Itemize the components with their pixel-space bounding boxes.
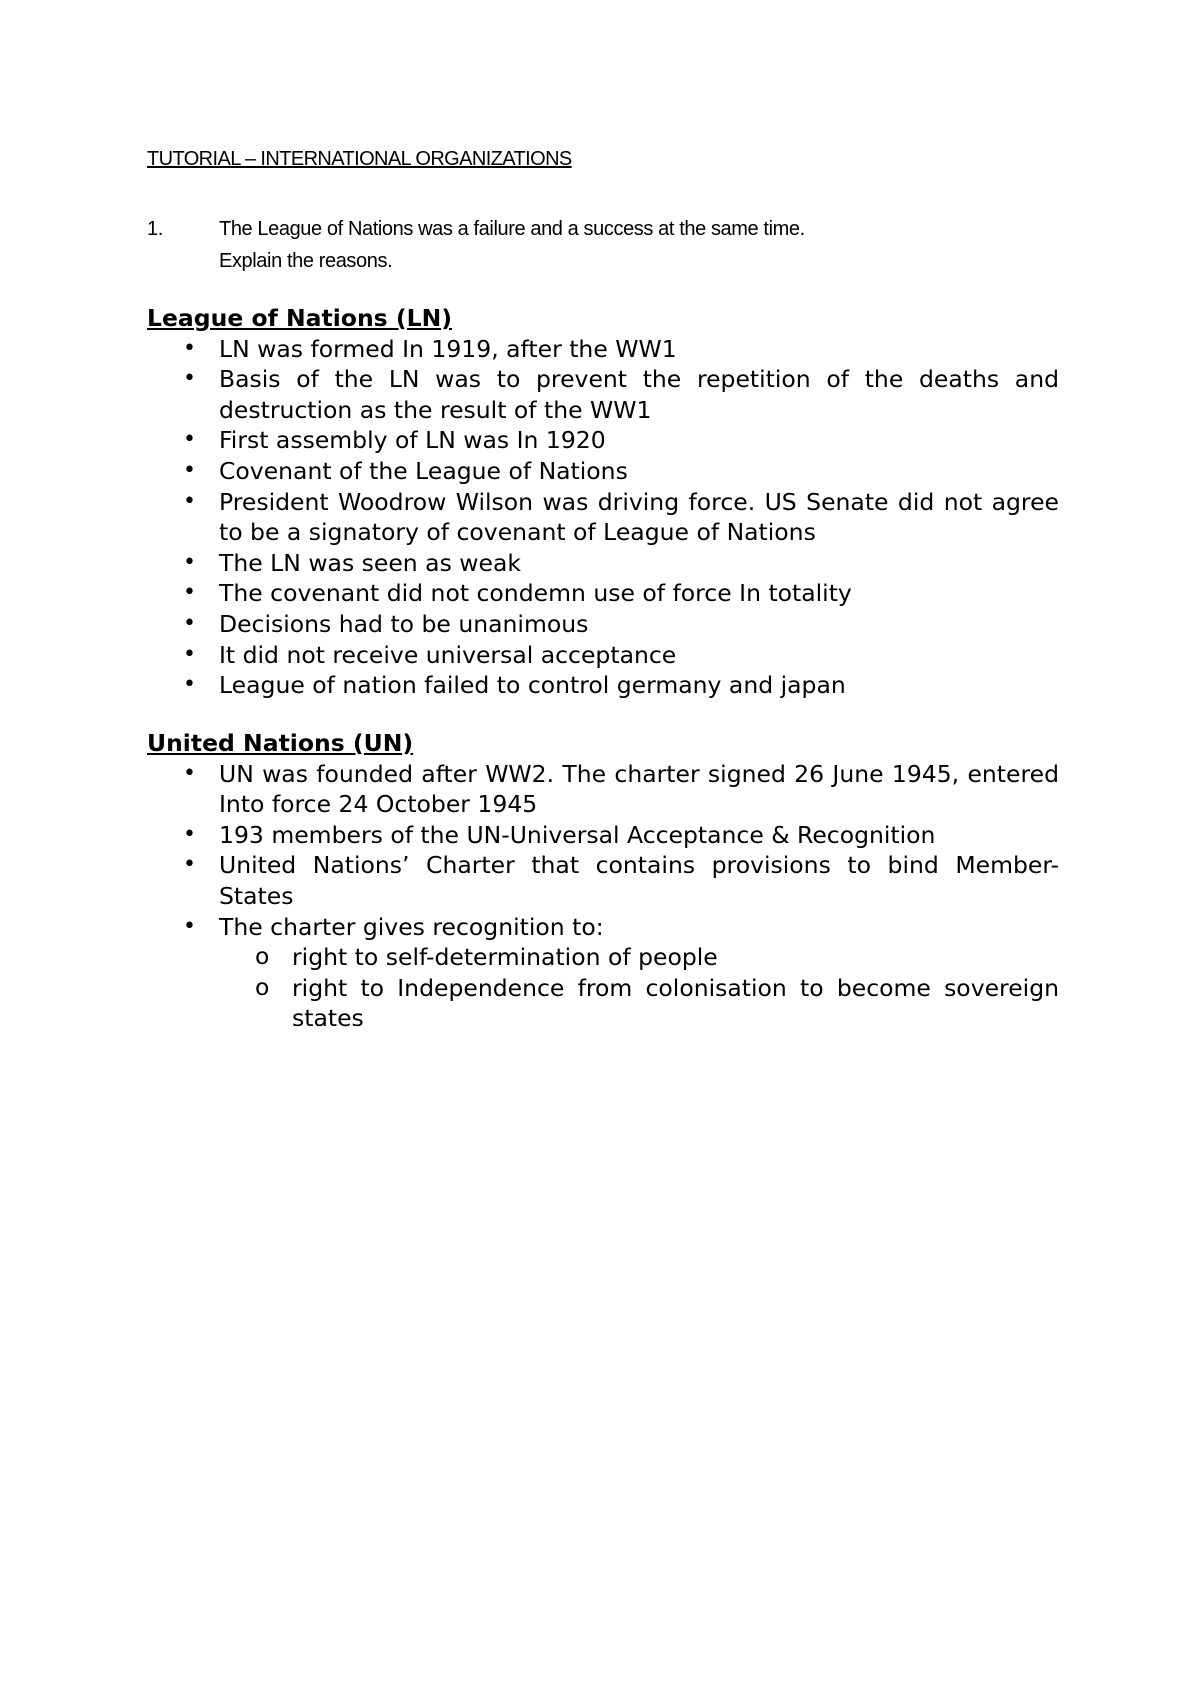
list-item: • The charter gives recognition to: o right to self-determination of people o right to Independence from colonisation to become sovereign states — [183, 912, 1059, 1033]
list-item: • The covenant did not condemn use of force In totality — [183, 579, 852, 608]
bullet-icon: • — [183, 672, 196, 698]
bullet-icon: • — [183, 852, 196, 878]
question-line-1: The League of Nations was a failure and a success at the same time. — [219, 218, 805, 240]
bullet-icon: • — [183, 913, 196, 939]
list-item: • It did not receive universal acceptance — [183, 640, 677, 669]
list-item: • First assembly of LN was In 1920 — [183, 426, 606, 455]
un-list — [147, 759, 1059, 1034]
bullet-icon: • — [183, 821, 196, 847]
sub-list-item: o right to self-determination of people — [255, 942, 718, 972]
un-sub-list — [219, 942, 1059, 1034]
sub-list-item: o right to Independence from colonisation to become sovereign states — [255, 972, 1059, 1033]
list-item: • Covenant of the League of Nations — [183, 456, 628, 485]
list-item: • UN was founded after WW2. The charter signed 26 June 1945, entered Into force 24 October 1945 — [183, 759, 1059, 819]
bullet-icon: • — [183, 580, 196, 606]
bullet-icon: • — [183, 366, 196, 392]
bullet-icon: • — [183, 335, 196, 361]
circle-bullet-icon: o — [255, 942, 270, 971]
bullet-icon: • — [183, 457, 196, 483]
un-heading: United Nations (UN) — [147, 729, 414, 757]
bullet-icon: • — [183, 610, 196, 636]
list-item: • Basis of the LN was to prevent the repetition of the deaths and destruction as the result of the WW1 — [183, 365, 1059, 424]
united-nations-section — [147, 728, 1059, 1034]
bullet-icon: • — [183, 641, 196, 667]
bullet-icon: • — [183, 760, 196, 786]
bullet-icon: • — [183, 488, 196, 514]
list-item: • President Woodrow Wilson was driving force. US Senate did not agree to be a signatory of covenant of League of Nations — [183, 487, 1059, 547]
bullet-icon: • — [183, 427, 196, 453]
list-item: • The LN was seen as weak — [183, 548, 521, 577]
document-title: TUTORIAL – INTERNATIONAL ORGANIZATIONS — [147, 148, 572, 170]
league-list — [147, 334, 1059, 701]
bullet-icon: • — [183, 549, 196, 575]
list-item: • League of nation failed to control germany and japan — [183, 671, 846, 700]
list-item: • United Nations’ Charter that contains provisions to bind Member-States — [183, 851, 1059, 910]
list-item: • 193 members of the UN-Universal Acceptance & Recognition — [183, 820, 936, 849]
question-number: 1. — [147, 218, 163, 240]
question-line-2: Explain the reasons. — [219, 250, 393, 272]
question-text — [219, 213, 805, 277]
list-item: • LN was formed In 1919, after the WW1 — [183, 334, 677, 363]
league-heading: League of Nations (LN) — [147, 304, 452, 332]
circle-bullet-icon: o — [255, 972, 270, 1001]
league-of-nations-section — [147, 303, 1059, 701]
list-item: • Decisions had to be unanimous — [183, 609, 589, 638]
